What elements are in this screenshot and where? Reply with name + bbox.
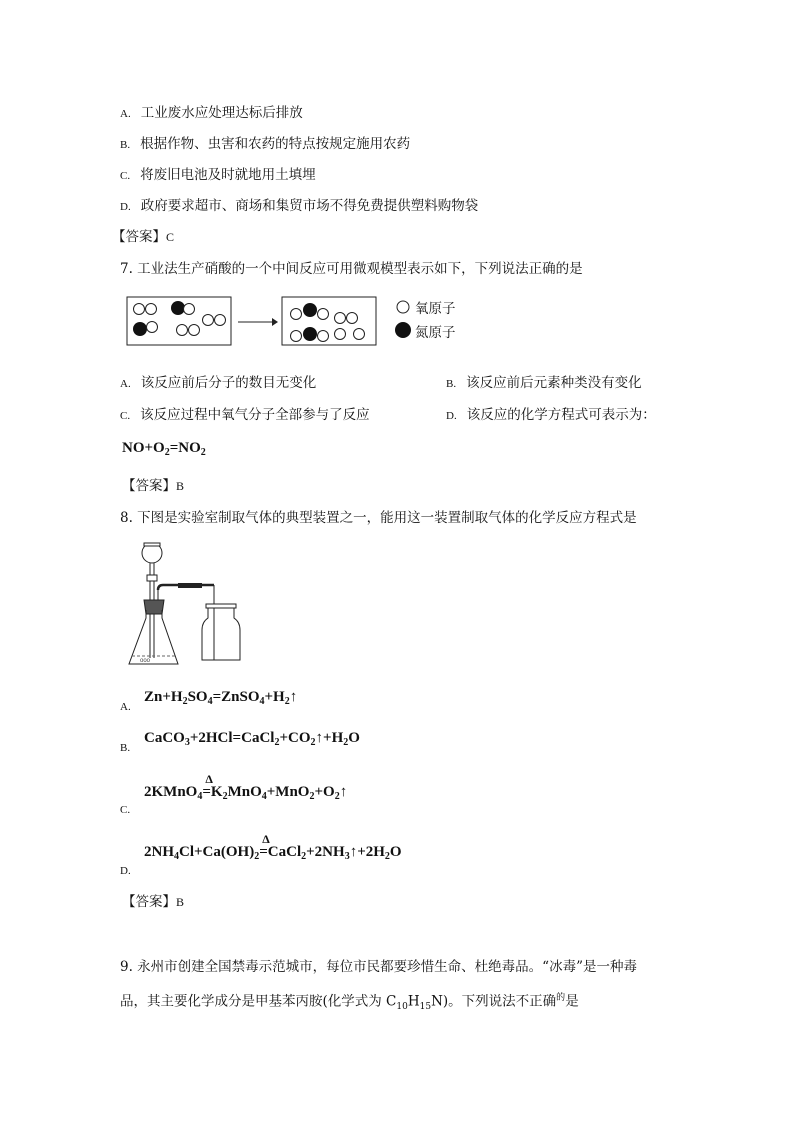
q7-option-c [120, 406, 370, 425]
eq-part: 2KMnO [144, 784, 198, 800]
eq-part: +2HCl=CaCl [189, 730, 275, 746]
eq-sub: 4 [174, 851, 179, 862]
q9-text: 品，其主要化学成分是甲基苯丙胺(化学式为 C [120, 993, 397, 1010]
q9-stem-line2 [120, 989, 579, 1016]
option-label: B. [120, 139, 131, 151]
option-text: 工业废水应处理达标后排放 [140, 105, 303, 121]
answer-tag: 【答案】 [112, 229, 166, 245]
legend-nitrogen-label: 氮原子 [415, 325, 456, 341]
eq-part: =NO [169, 440, 201, 456]
oxygen-legend-icon [395, 299, 411, 315]
option-text: 该反应的化学方程式可表示为： [466, 407, 656, 423]
eq-part: +2NH [306, 844, 345, 860]
answer-value: B [176, 479, 185, 493]
eq-part: +H [264, 689, 285, 705]
eq-part: O [389, 844, 402, 860]
up-arrow: ↑ [339, 784, 348, 800]
option-text: 该反应前后元素种类没有变化 [466, 375, 642, 391]
eq-part: +MnO [266, 784, 310, 800]
eq-sub: 2 [334, 791, 340, 802]
svg-text:ooo: ooo [140, 658, 151, 664]
option-text: 该反应前后分子的数目无变化 [140, 375, 317, 391]
tiny-char: 的 [556, 993, 566, 1003]
q7-stem: 7. 工业法生产硝酸的一个中间反应可用微观模型表示如下，下列说法正确的是 [120, 261, 583, 277]
eq-part: MnO [227, 784, 262, 800]
q9-text: 是 [565, 993, 579, 1010]
q6-option-d [120, 197, 478, 216]
eq-sub: 2 [284, 696, 290, 707]
eq-sub: 4 [207, 696, 213, 707]
q8-option-a-label: A. [120, 701, 131, 713]
eq-sub: 2 [310, 737, 316, 748]
answer-value: C [166, 230, 175, 244]
eq-part: ↑+2H [349, 844, 385, 860]
eq-sub: 2 [182, 696, 188, 707]
eq-part: Zn+H [144, 689, 183, 705]
q7-answer [122, 477, 184, 495]
nitrogen-legend-icon [393, 320, 413, 340]
eq-part: +CO [279, 730, 311, 746]
option-label: A. [120, 378, 131, 390]
eq-part: CaCl [267, 844, 302, 860]
answer-tag: 【答案】 [122, 894, 176, 910]
eq-sub: 2 [164, 447, 170, 458]
eq-part: NO+O [122, 440, 165, 456]
eq-sub: 4 [259, 696, 265, 707]
q6-option-b [120, 135, 410, 154]
eq-sub: 2 [200, 447, 206, 458]
answer-value: B [176, 895, 185, 909]
eq-sub: 2 [301, 851, 307, 862]
eq-sub: 2 [384, 851, 390, 862]
q6-option-a [120, 104, 303, 123]
q9-stem-line1: 9. 永州市创建全国禁毒示范城市，每位市民都要珍惜生命、杜绝毒品。“冰毒”是一种毒 [120, 959, 637, 975]
option-text: 该反应过程中氧气分子全部参与了反应 [140, 407, 370, 423]
q8-stem: 8. 下图是实验室制取气体的典型装置之一，能用这一装置制取气体的化学反应方程式是 [120, 510, 637, 526]
legend-oxygen-label: 氧原子 [415, 301, 456, 317]
eq-sub: 3 [184, 737, 190, 748]
q8-option-d-label: D. [120, 865, 131, 877]
q8-option-d-equation [144, 832, 402, 862]
eq-sub: 2 [343, 737, 349, 748]
q6-option-c [120, 166, 316, 185]
eq-part: ↑+H [315, 730, 344, 746]
gas-apparatus-diagram [126, 540, 246, 668]
delta-icon: Δ [205, 772, 213, 786]
eq-sub: 4 [197, 791, 203, 802]
q8-option-c-label: C. [120, 804, 131, 816]
q7-option-a [120, 374, 316, 393]
option-text: 根据作物、虫害和农药的特点按规定施用农药 [140, 136, 411, 152]
q8-option-b-label: B. [120, 742, 131, 754]
q8-option-b-equation [144, 730, 360, 748]
eq-part: =ZnSO [212, 689, 260, 705]
formula-part: H [407, 993, 420, 1010]
up-arrow: ↑ [289, 689, 298, 705]
eq-part: +O [314, 784, 335, 800]
q7-option-b [446, 374, 642, 393]
option-label: C. [120, 410, 131, 422]
q8-answer [122, 893, 184, 911]
option-label: B. [446, 378, 457, 390]
option-label: C. [120, 170, 131, 182]
formula-sub: 10 [396, 1002, 408, 1013]
q8-option-c-equation [144, 772, 348, 802]
option-label: D. [120, 201, 131, 213]
eq-sub: 4 [261, 791, 267, 802]
eq-sub: 2 [254, 851, 260, 862]
eq-part: K [210, 784, 223, 800]
q9-text: N)。下列说法不正确 [431, 993, 557, 1010]
option-label: D. [446, 410, 457, 422]
eq-part: Cl+Ca(OH) [179, 844, 255, 860]
q8-option-a-equation [144, 689, 297, 707]
option-text: 政府要求超市、商场和集贸市场不得免费提供塑料购物袋 [140, 198, 479, 214]
eq-sub: 3 [344, 851, 350, 862]
molecular-model-diagram [126, 296, 386, 352]
eq-part: O [348, 730, 360, 746]
heat-equals-sign: Δ = [202, 772, 213, 800]
q6-answer [112, 228, 174, 246]
formula-sub: 15 [419, 1002, 432, 1013]
eq-part: SO [187, 689, 208, 705]
eq-sub: 2 [222, 791, 228, 802]
answer-tag: 【答案】 [122, 478, 176, 494]
eq-sub: 2 [309, 791, 315, 802]
heat-equals-sign: Δ = [259, 832, 270, 860]
eq-sub: 2 [274, 737, 280, 748]
q7-equation [122, 440, 206, 458]
delta-icon: Δ [262, 832, 270, 846]
option-text: 将废旧电池及时就地用土填埋 [140, 167, 316, 183]
eq-part: 2NH [144, 844, 174, 860]
q7-option-d [446, 406, 656, 425]
option-label: A. [120, 108, 131, 120]
eq-part: CaCO [144, 730, 185, 746]
